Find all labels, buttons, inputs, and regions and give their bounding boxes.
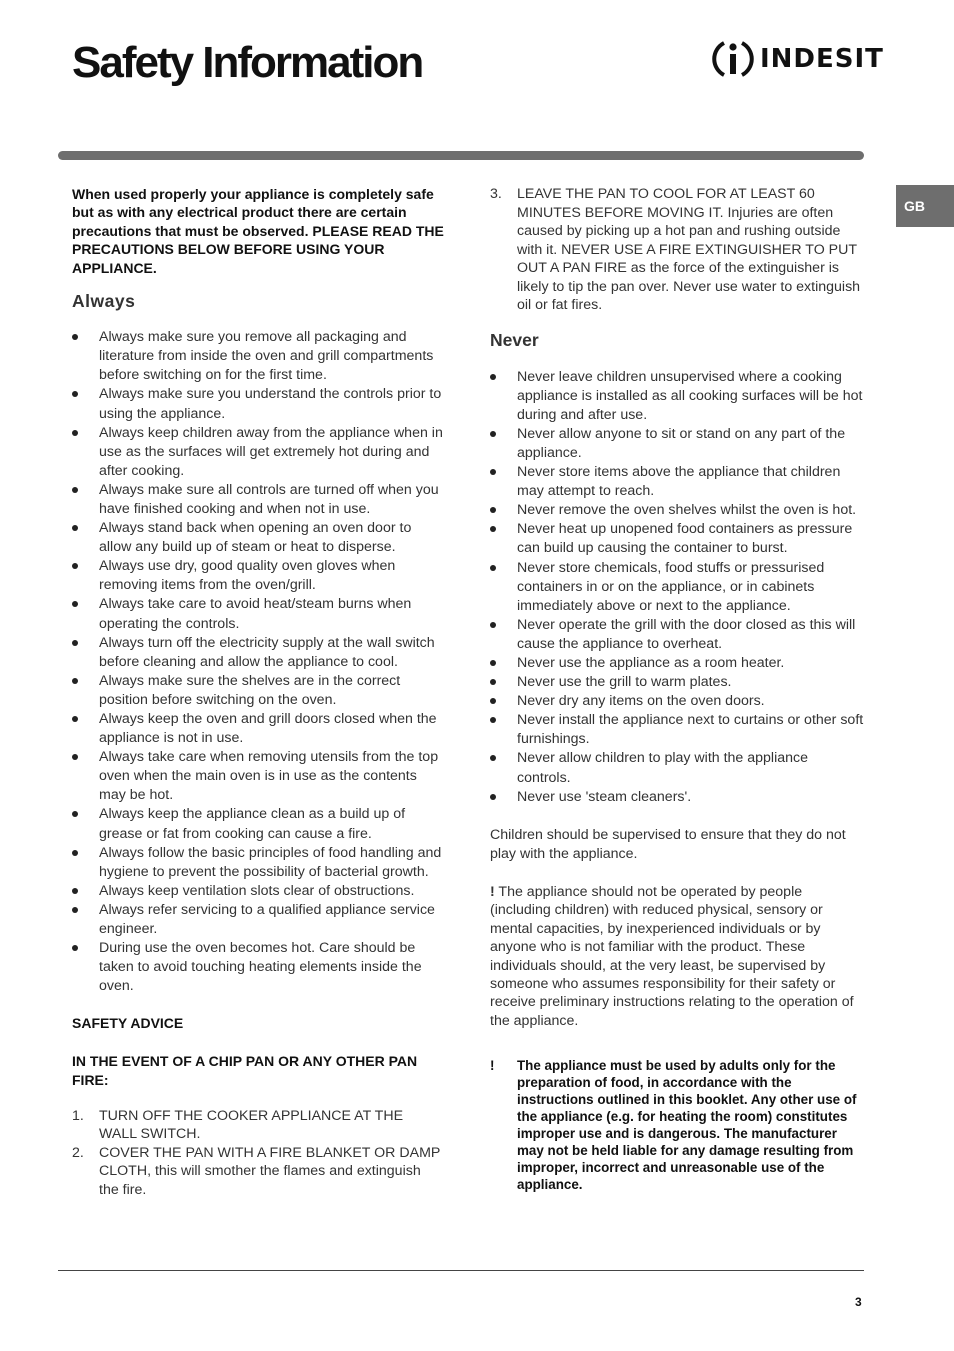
never-item: Never remove the oven shelves whilst the oven is hot. xyxy=(490,501,864,520)
always-item: Always keep the oven and grill doors closed when the appliance is not in use. xyxy=(72,710,444,748)
children-note: Children should be supervised to ensure that they do not play with the appliance. xyxy=(490,826,846,862)
never-item: Never allow anyone to sit or stand on any part of the appliance. xyxy=(490,425,864,463)
right-column xyxy=(490,183,864,1193)
never-item: Never leave children unsupervised where a cooking appliance is installed as all cooking surfaces will be hot during and after use. xyxy=(490,368,864,425)
left-column xyxy=(72,183,444,1199)
steps-list-continued xyxy=(490,185,864,315)
safety-advice-heading: SAFETY ADVICE xyxy=(72,1015,184,1032)
capacity-note xyxy=(490,883,864,1030)
always-item: Always take care when removing utensils from the top oven when the main oven is in use as the contents may be hot. xyxy=(72,748,444,805)
warning-mark: ! xyxy=(490,1058,495,1074)
step-text: COVER THE PAN WITH A FIRE BLANKET OR DAMP CLOTH, this will smother the flames and extinguish the fire. xyxy=(99,1144,441,1198)
intro-text: When used properly your appliance is completely safe but as with any electrical product there are certain precautions that must be observed. PLEASE READ THE PRECAUTIONS BELOW BEFORE USING YOUR APPLIANCE. xyxy=(72,186,444,276)
never-item: Never allow children to play with the appliance controls. xyxy=(490,749,864,787)
brand-mark-icon xyxy=(712,37,754,81)
always-item: Always keep children away from the appliance when in use as the surfaces will get extremely hot during and after cooking. xyxy=(72,424,444,481)
header-divider xyxy=(58,151,864,160)
always-item: Always make sure you remove all packaging and literature from inside the oven and grill compartments before switching on for the first time. xyxy=(72,328,444,385)
always-item: Always make sure all controls are turned off when you have finished cooking and when not in use. xyxy=(72,481,444,519)
always-list xyxy=(72,328,444,996)
always-item: Always make sure you understand the controls prior to using the appliance. xyxy=(72,385,444,423)
step-item xyxy=(490,185,864,315)
warning-text: The appliance must be used by adults only for the preparation of food, in accordance with the instructions outlined in this booklet. Any other use of the appliance (e.g. for heating the room) constitutes improper use and is dangerous. The manufacturer may not be held liable for any damage resulting from improper, incorrect and unreasonable use of the appliance. xyxy=(517,1058,857,1193)
step-item xyxy=(72,1144,444,1200)
footer-divider xyxy=(58,1270,864,1271)
always-item: Always take care to avoid heat/steam burns when operating the controls. xyxy=(72,595,444,633)
always-heading: Always xyxy=(72,291,136,312)
never-heading: Never xyxy=(490,329,539,350)
steps-list xyxy=(72,1107,444,1200)
step-text: LEAVE THE PAN TO COOL FOR AT LEAST 60 MINUTES BEFORE MOVING IT. Injuries are often caused by picking up a hot pan and rushing outside with it. NEVER USE A FIRE EXTINGUISHER TO PUT OUT A PAN FIRE as the force of the extinguisher is likely to tip the pan over. Never use water to extinguish oil or fat fires. xyxy=(517,186,861,313)
always-item: Always turn off the electricity supply at the wall switch before cleaning and allow the appliance to cool. xyxy=(72,634,444,672)
always-item: Always follow the basic principles of food handling and hygiene to prevent the possibility of bacterial growth. xyxy=(72,844,444,882)
chip-pan-heading: IN THE EVENT OF A CHIP PAN OR ANY OTHER PAN FIRE: xyxy=(72,1052,418,1088)
page-title: Safety Information xyxy=(72,38,423,87)
never-item: Never dry any items on the oven doors. xyxy=(490,692,864,711)
never-item: Never use the appliance as a room heater. xyxy=(490,654,864,673)
always-item: Always keep ventilation slots clear of obstructions. xyxy=(72,882,444,901)
step-number: 1. xyxy=(72,1107,84,1124)
step-number: 3. xyxy=(490,186,502,202)
page-number: 3 xyxy=(855,1295,862,1309)
usage-warning xyxy=(490,1057,864,1193)
language-tab[interactable]: GB xyxy=(896,185,954,227)
always-item: Always stand back when opening an oven door to allow any build up of steam or heat to disperse. xyxy=(72,519,444,557)
brand-name: INDESIT xyxy=(760,44,884,74)
never-item: Never use the grill to warm plates. xyxy=(490,673,864,692)
step-text: TURN OFF THE COOKER APPLIANCE AT THE WALL SWITCH. xyxy=(99,1107,404,1142)
never-item: Never store chemicals, food stuffs or pressurised containers in or on the appliance, or in cabinets immediately above or next to the appliance. xyxy=(490,559,864,616)
never-item: Never use 'steam cleaners'. xyxy=(490,788,864,807)
brand-logo xyxy=(712,36,884,82)
never-item: Never install the appliance next to curtains or other soft furnishings. xyxy=(490,711,864,749)
always-item: Always refer servicing to a qualified appliance service engineer. xyxy=(72,901,444,939)
capacity-mark: ! xyxy=(490,883,495,900)
never-item: Never store items above the appliance that children may attempt to reach. xyxy=(490,463,864,501)
never-list xyxy=(490,368,864,807)
always-item: Always use dry, good quality oven gloves when removing items from the oven/grill. xyxy=(72,557,444,595)
always-item: During use the oven becomes hot. Care should be taken to avoid touching heating elements inside the oven. xyxy=(72,939,444,996)
capacity-text: The appliance should not be operated by people (including children) with reduced physical, sensory or mental capacities, by inexperienced individuals or by anyone who is not familiar with the product. These individuals should, at the very least, be supervised by someone who assumes responsibility for their safety or receive preliminary instructions relating to the operation of the appliance. xyxy=(490,883,854,1029)
never-item: Never operate the grill with the door closed as this will cause the appliance to overheat. xyxy=(490,616,864,654)
always-item: Always keep the appliance clean as a build up of grease or fat from cooking can cause a fire. xyxy=(72,805,444,843)
step-item xyxy=(72,1107,444,1144)
step-number: 2. xyxy=(72,1144,84,1161)
always-item: Always make sure the shelves are in the correct position before switching on the oven. xyxy=(72,672,444,710)
never-item: Never heat up unopened food containers as pressure can build up causing the container to burst. xyxy=(490,520,864,558)
